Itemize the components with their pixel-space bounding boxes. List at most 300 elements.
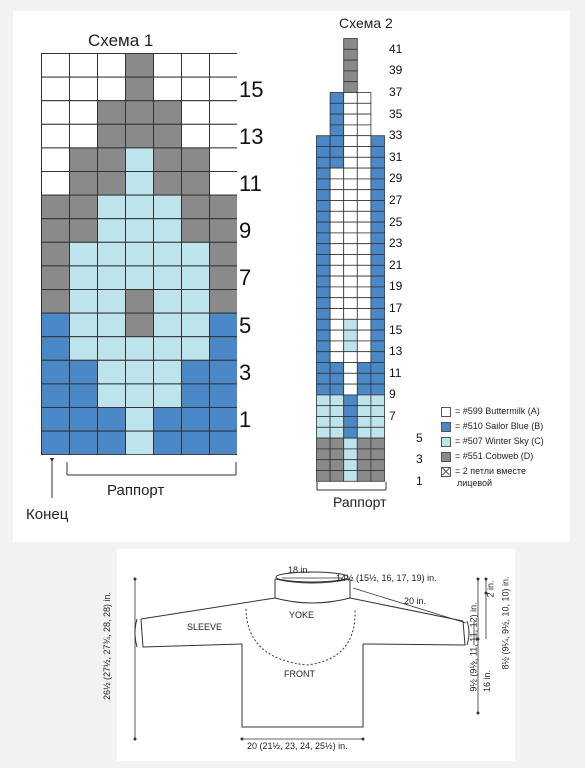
chart2-cell xyxy=(357,168,371,179)
chart2-cell xyxy=(371,352,385,363)
chart2-cell xyxy=(357,309,371,320)
chart1-cell xyxy=(126,148,154,172)
chart1-cell xyxy=(70,77,98,101)
chart2-cell xyxy=(317,352,331,363)
chart2-cell xyxy=(357,341,371,352)
chart2-cell xyxy=(371,233,385,244)
chart2-cell xyxy=(344,319,358,330)
chart1-cell xyxy=(210,337,238,361)
chart1-cell xyxy=(182,242,210,266)
chart2-row-number: 41 xyxy=(389,41,403,56)
chart2-cell xyxy=(317,211,331,222)
chart2-cell xyxy=(330,287,344,298)
chart2-cell xyxy=(357,114,371,125)
yoke-label: YOKE xyxy=(289,610,315,620)
chart1-cell xyxy=(98,77,126,101)
chart2-cell xyxy=(330,265,344,276)
chart1-cell xyxy=(98,360,126,384)
chart1-cell xyxy=(126,172,154,196)
chart1-cell xyxy=(210,290,238,314)
chart1-cell xyxy=(182,384,210,408)
chart2-cell xyxy=(344,395,358,406)
chart2-cell xyxy=(371,276,385,287)
chart2-cell xyxy=(317,341,331,352)
chart2-cell xyxy=(317,168,331,179)
chart2-cell xyxy=(317,373,331,384)
chart2-row-number: 9 xyxy=(389,387,396,402)
chart2-cell xyxy=(371,406,385,417)
chart1-end-label: Конец xyxy=(26,506,69,523)
chart1-row-number: 13 xyxy=(239,123,264,149)
chart1-cell xyxy=(126,219,154,243)
chart1-cell xyxy=(98,431,126,455)
chart1-cell xyxy=(70,101,98,125)
chart2-cell xyxy=(330,395,344,406)
chart2-cell xyxy=(357,265,371,276)
chart2-cell xyxy=(317,201,331,212)
chart2-cell xyxy=(317,460,331,471)
chart2-cell xyxy=(317,233,331,244)
chart1-cell xyxy=(70,360,98,384)
chart2-cell xyxy=(330,341,344,352)
chart2-cell xyxy=(330,384,344,395)
chart1-cell xyxy=(42,195,70,219)
chart2-cell xyxy=(357,373,371,384)
chart2-cell xyxy=(371,168,385,179)
chart2-row-number: 31 xyxy=(389,149,403,164)
chart2-cell xyxy=(357,255,371,266)
chart1-cell xyxy=(154,360,182,384)
chart1-cell xyxy=(70,337,98,361)
chart1-cell xyxy=(154,124,182,148)
chart2-row-number: 19 xyxy=(389,279,403,294)
chart2-cell xyxy=(371,330,385,341)
legend-item: = #510 Sailor Blue (B) xyxy=(441,421,581,436)
chart2-cell xyxy=(330,471,344,482)
chart2-cell xyxy=(357,222,371,233)
chart1-cell xyxy=(126,101,154,125)
chart1-cell xyxy=(154,77,182,101)
chart1-cell xyxy=(98,337,126,361)
front-label: FRONT xyxy=(284,669,315,679)
chart1-cell xyxy=(126,77,154,101)
chart1-cell xyxy=(154,384,182,408)
chart1-row-number: 9 xyxy=(239,218,252,244)
chart2-rapport-label: Раппорт xyxy=(333,494,387,510)
chart2-cell xyxy=(317,319,331,330)
chart2-cell xyxy=(330,168,344,179)
chart2-cell xyxy=(330,179,344,190)
chart1-cell xyxy=(154,172,182,196)
color-legend xyxy=(441,406,581,488)
chart2-cell xyxy=(330,319,344,330)
chart1-cell xyxy=(182,101,210,125)
chart2-row-number: 13 xyxy=(389,344,403,359)
chart2-cell xyxy=(330,373,344,384)
chart2-cell xyxy=(330,201,344,212)
chart2-cell xyxy=(317,427,331,438)
chart1-cell xyxy=(210,313,238,337)
swatch-d xyxy=(441,452,451,462)
chart1-cell xyxy=(42,313,70,337)
chart2-cell xyxy=(357,298,371,309)
chart2-cell xyxy=(357,179,371,190)
chart1-cell xyxy=(42,54,70,78)
chart1-cell xyxy=(70,431,98,455)
chart1-cell xyxy=(154,101,182,125)
chart1-cell xyxy=(154,54,182,78)
chart1-cell xyxy=(182,219,210,243)
neck-width-label: 18 in. xyxy=(288,565,311,575)
chart2-cell xyxy=(317,298,331,309)
chart1-row-number: 5 xyxy=(239,312,252,338)
chart2-cell xyxy=(371,201,385,212)
chart2-row-number: 11 xyxy=(389,365,402,380)
chart2-cell xyxy=(317,309,331,320)
sweater-schematic xyxy=(117,549,515,761)
chart2-cell xyxy=(317,222,331,233)
chart2-cell xyxy=(357,363,371,374)
chart1-grid xyxy=(41,53,237,455)
chart1-cell xyxy=(42,290,70,314)
chart2-cell xyxy=(330,298,344,309)
chart1-cell xyxy=(210,148,238,172)
chart2-cell xyxy=(344,449,358,460)
chart1-cell xyxy=(210,431,238,455)
neck-drop-label: 2 in. xyxy=(485,580,496,598)
chart2-cell xyxy=(317,384,331,395)
chart2-cell xyxy=(344,233,358,244)
chart2-cell xyxy=(357,384,371,395)
chart2-cell xyxy=(357,233,371,244)
chart1-cell xyxy=(42,77,70,101)
chart2-cell xyxy=(371,449,385,460)
chart2-cell xyxy=(344,179,358,190)
chart2-cell xyxy=(344,60,358,71)
chart2-row-number: 27 xyxy=(389,193,403,207)
chart1-cell xyxy=(70,266,98,290)
chart2-cell xyxy=(357,352,371,363)
chart2-cell xyxy=(317,330,331,341)
chart1-cell xyxy=(70,408,98,432)
chart2-cell xyxy=(317,438,331,449)
chart2-row-number: 17 xyxy=(389,301,403,315)
chart1-cell xyxy=(210,77,238,101)
chart1-cell xyxy=(154,242,182,266)
chart2-row-number: 33 xyxy=(389,128,403,143)
chart1-cell xyxy=(154,408,182,432)
chart2-cell xyxy=(330,211,344,222)
chart2-cell xyxy=(330,449,344,460)
chart1-cell xyxy=(126,360,154,384)
armhole-label: 9½ (9½, 11, 11, 12) in. xyxy=(468,602,479,692)
chart1-cell xyxy=(210,360,238,384)
chart1-cell xyxy=(70,313,98,337)
chart1-cell xyxy=(42,384,70,408)
chart2-cell xyxy=(317,244,331,255)
chart2-cell xyxy=(344,125,358,136)
chart2-cell xyxy=(317,147,331,158)
chart1-cell xyxy=(98,148,126,172)
chart1-cell xyxy=(126,195,154,219)
chart1-cell xyxy=(182,148,210,172)
chart2-cell xyxy=(344,438,358,449)
chart1-cell xyxy=(42,219,70,243)
chart1-cell xyxy=(126,54,154,78)
chart2-row-number: 3 xyxy=(416,452,423,467)
chart2-cell xyxy=(344,427,358,438)
chart1-cell xyxy=(70,54,98,78)
chart2-cell xyxy=(371,287,385,298)
chart2-cell xyxy=(330,438,344,449)
chart2-row-number: 5 xyxy=(416,430,423,445)
chart1-row-number: 11 xyxy=(239,171,262,196)
chart2-cell xyxy=(344,330,358,341)
chart1-cell xyxy=(210,384,238,408)
chart1-cell xyxy=(182,266,210,290)
chart1-cell xyxy=(98,384,126,408)
chart1-cell xyxy=(182,195,210,219)
chart2-cell xyxy=(357,93,371,104)
chart1-cell xyxy=(154,290,182,314)
chart1-cell xyxy=(126,384,154,408)
chart2-cell xyxy=(357,395,371,406)
chart1-cell xyxy=(42,266,70,290)
chart1-cell xyxy=(42,242,70,266)
chart1-row-number: 7 xyxy=(239,265,252,291)
chart2-cell xyxy=(330,427,344,438)
chart2-cell xyxy=(330,136,344,147)
chart2-cell xyxy=(330,276,344,287)
chart1-cell xyxy=(210,172,238,196)
chart2-cell xyxy=(317,190,331,201)
chart2-cell xyxy=(357,147,371,158)
chart2-cell xyxy=(344,244,358,255)
chart2-cell xyxy=(317,179,331,190)
chart2-cell xyxy=(330,255,344,266)
chart2-cell xyxy=(371,417,385,428)
chart1-cell xyxy=(154,431,182,455)
sleeve-width-label: 8½ (9¼, 9½, 10, 10) in. xyxy=(500,576,511,670)
chart2-cell xyxy=(371,341,385,352)
chart1-cell xyxy=(126,431,154,455)
swatch-c xyxy=(441,437,451,447)
chart2-row-number: 29 xyxy=(389,171,403,186)
chart2-cell xyxy=(371,460,385,471)
chart1-cell xyxy=(42,124,70,148)
chart2-cell xyxy=(357,211,371,222)
chart1-cell xyxy=(182,313,210,337)
chart2-title: Схема 2 xyxy=(339,15,393,31)
chart2-row-number: 23 xyxy=(389,236,403,251)
chart1-title: Схема 1 xyxy=(88,31,154,50)
chart1-cell xyxy=(182,172,210,196)
chart2-cell xyxy=(317,395,331,406)
hip-width-label: 20 (21½, 23, 24, 25½) in. xyxy=(247,741,348,751)
chart2-cell xyxy=(371,395,385,406)
chart1-cell xyxy=(154,195,182,219)
chart2-cell xyxy=(344,298,358,309)
chart2-cell xyxy=(344,222,358,233)
chart2-cell xyxy=(371,309,385,320)
chart2-cell xyxy=(344,39,358,50)
chart1-cell xyxy=(42,101,70,125)
chart1-cell xyxy=(210,219,238,243)
chart2-cell xyxy=(344,363,358,374)
chart2-cell xyxy=(357,427,371,438)
chart1-row-number: 1 xyxy=(239,407,252,432)
chart1-cell xyxy=(42,337,70,361)
chart2-cell xyxy=(330,190,344,201)
chart1-cell xyxy=(98,172,126,196)
chart2-cell xyxy=(330,147,344,158)
chart1-cell xyxy=(210,408,238,432)
chart2-cell xyxy=(330,309,344,320)
chart1-cell xyxy=(98,124,126,148)
chart2-row-number: 1 xyxy=(416,473,423,488)
raglan-label: 20 in. xyxy=(404,596,427,606)
chart2-cell xyxy=(330,460,344,471)
chart2-cell xyxy=(371,438,385,449)
chart1-cell xyxy=(98,290,126,314)
chart1-cell xyxy=(70,195,98,219)
chart1-cell xyxy=(210,195,238,219)
chart2-cell xyxy=(344,157,358,168)
chart1-row-number: 15 xyxy=(239,76,264,102)
chart2-cell xyxy=(317,363,331,374)
swatch-a xyxy=(441,407,451,417)
chart2-cell xyxy=(344,93,358,104)
chart1-cell xyxy=(70,242,98,266)
chart2-cell xyxy=(357,103,371,114)
chart2-cell xyxy=(371,136,385,147)
chart2-cell xyxy=(371,384,385,395)
chart2-cell xyxy=(330,125,344,136)
chart2-cell xyxy=(330,363,344,374)
chart2-cell xyxy=(357,330,371,341)
chart1-cell xyxy=(210,266,238,290)
body-length-label: 16 in. xyxy=(482,669,493,693)
chart1-cell xyxy=(98,101,126,125)
chart2-cell xyxy=(317,471,331,482)
chart2-cell xyxy=(357,449,371,460)
chart1-cell xyxy=(126,266,154,290)
chart2-cell xyxy=(357,201,371,212)
chart2-cell xyxy=(344,471,358,482)
chart2-cell xyxy=(371,373,385,384)
swatch-b xyxy=(441,422,451,432)
chart2-cell xyxy=(357,460,371,471)
chart2-cell xyxy=(371,179,385,190)
chart1-cell xyxy=(182,337,210,361)
chart2-cell xyxy=(330,233,344,244)
chart1-cell xyxy=(126,408,154,432)
chart2-cell xyxy=(371,363,385,374)
chart2-cell xyxy=(357,125,371,136)
chart2-cell xyxy=(371,471,385,482)
chart1-cell xyxy=(70,148,98,172)
chart2-cell xyxy=(357,157,371,168)
chart2-cell xyxy=(330,244,344,255)
chart1-rapport-label: Раппорт xyxy=(107,482,165,499)
chart2-cell xyxy=(317,157,331,168)
chart1-cell xyxy=(210,242,238,266)
chart2-cell xyxy=(330,114,344,125)
chart2-cell xyxy=(344,49,358,60)
chart2-cell xyxy=(344,341,358,352)
chart1-cell xyxy=(70,384,98,408)
chart1-cell xyxy=(182,290,210,314)
chart2-cell xyxy=(344,309,358,320)
chart2-cell xyxy=(330,93,344,104)
chart1-cell xyxy=(42,148,70,172)
chart2-cell xyxy=(357,471,371,482)
chart2-cell xyxy=(371,190,385,201)
chart2-cell xyxy=(357,276,371,287)
chart2-cell xyxy=(344,71,358,82)
chart2-cell xyxy=(371,255,385,266)
chart1-cell xyxy=(98,242,126,266)
chart1-cell xyxy=(42,360,70,384)
chart2-cell xyxy=(330,103,344,114)
chart2-cell xyxy=(357,406,371,417)
chart1-cell xyxy=(70,124,98,148)
chart2-cell xyxy=(317,287,331,298)
chart2-cell xyxy=(344,211,358,222)
chart2-cell xyxy=(317,276,331,287)
chart2-cell xyxy=(344,460,358,471)
chart1-cell xyxy=(126,337,154,361)
legend-item: = #599 Buttermilk (A) xyxy=(441,406,581,421)
chart2-cell xyxy=(371,265,385,276)
chart1-cell xyxy=(154,337,182,361)
chart2-cell xyxy=(371,157,385,168)
chart1-cell xyxy=(182,124,210,148)
chart1-cell xyxy=(210,101,238,125)
chart1-cell xyxy=(182,360,210,384)
chart2-cell xyxy=(317,255,331,266)
chart2-row-number: 37 xyxy=(389,85,403,99)
chart2-cell xyxy=(357,190,371,201)
chart2-cell xyxy=(344,136,358,147)
chart1-cell xyxy=(126,242,154,266)
chart2-cell xyxy=(357,319,371,330)
chart1-cell xyxy=(154,219,182,243)
chart2-row-number: 21 xyxy=(389,257,403,272)
chart2-cell xyxy=(330,330,344,341)
chart1-cell xyxy=(126,313,154,337)
chart1-cell xyxy=(42,172,70,196)
chart2-cell xyxy=(357,438,371,449)
chart2-cell xyxy=(317,136,331,147)
chart1-cell xyxy=(154,148,182,172)
chart1-cell xyxy=(154,266,182,290)
chart2-cell xyxy=(371,211,385,222)
chart1-cell xyxy=(154,313,182,337)
legend-item: = #507 Winter Sky (C) xyxy=(441,436,581,451)
chart2-cell xyxy=(317,417,331,428)
chart2-cell xyxy=(330,222,344,233)
chart1-cell xyxy=(42,431,70,455)
chart1-cell xyxy=(42,408,70,432)
chart2-row-number: 35 xyxy=(389,106,403,121)
legend-item: = 2 петли вместе xyxy=(441,466,581,481)
chart2-cell xyxy=(344,190,358,201)
chart2-cell xyxy=(357,417,371,428)
chart2-row-number: 15 xyxy=(389,322,403,337)
chart1-cell xyxy=(70,290,98,314)
chart2-cell xyxy=(330,406,344,417)
